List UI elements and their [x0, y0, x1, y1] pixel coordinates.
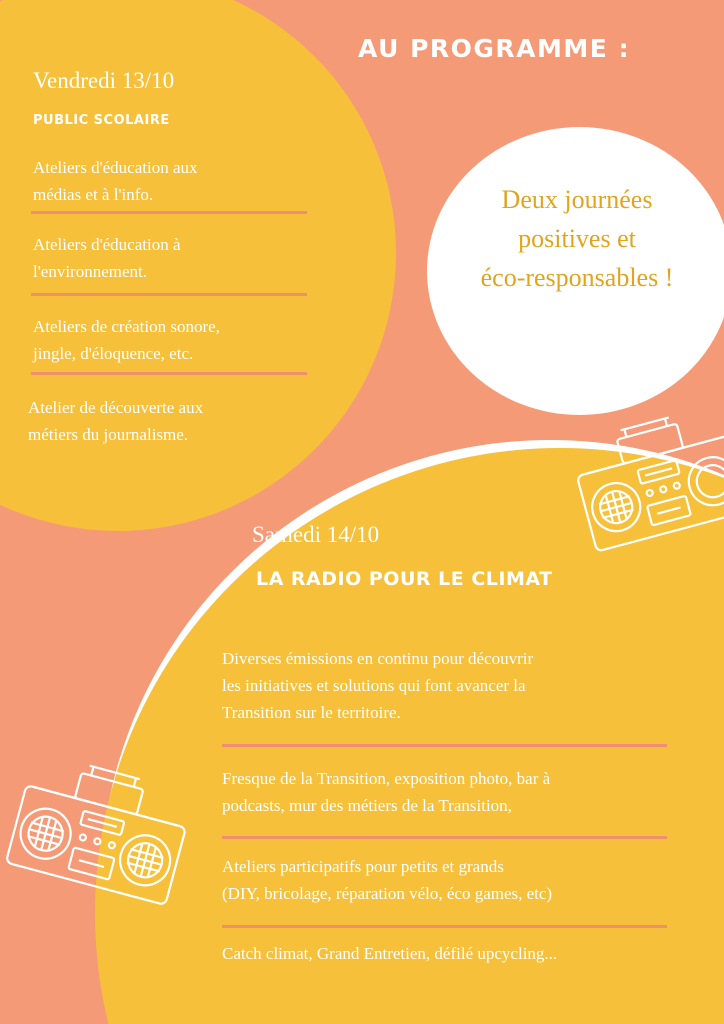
- saturday-activity: [222, 940, 557, 967]
- activity-line: jingle, d'éloquence, etc.: [33, 344, 194, 364]
- program-title: AU PROGRAMME :: [358, 34, 631, 63]
- activity-line: Fresque de la Transition, exposition photo, bar à: [222, 769, 551, 788]
- friday-audience-label: PUBLIC SCOLAIRE: [33, 113, 170, 128]
- friday-date-heading: Vendredi 13/10: [33, 68, 175, 93]
- tagline: [437, 180, 717, 297]
- activity-line: métiers du journalisme.: [28, 425, 189, 445]
- activity-line: (DIY, bricolage, réparation vélo, éco games, etc): [222, 884, 553, 904]
- activity-line: Ateliers d'éducation à: [33, 235, 181, 254]
- activity-line: les initiatives et solutions qui font avancer la: [222, 676, 526, 696]
- boombox-icon: [570, 410, 724, 560]
- activity-line: Ateliers d'éducation aux: [33, 158, 198, 177]
- activity-line: l'environnement.: [33, 262, 148, 282]
- divider: [31, 293, 307, 296]
- activity-line: Catch climat, Grand Entretien, défilé upcycling...: [222, 944, 558, 963]
- saturday-activity: [222, 765, 550, 819]
- saturday-activity: [222, 645, 533, 727]
- activity-line: podcasts, mur des métiers de la Transition,: [222, 796, 512, 816]
- divider: [222, 744, 667, 747]
- tagline-line: éco-responsables !: [480, 263, 674, 292]
- friday-activity: [33, 313, 220, 367]
- activity-line: Diverses émissions en continu pour découvrir: [222, 649, 534, 668]
- divider: [31, 211, 307, 214]
- activity-line: Ateliers de création sonore,: [33, 317, 220, 336]
- friday-activity: [33, 231, 181, 285]
- activity-line: Transition sur le territoire.: [222, 703, 401, 723]
- saturday-theme-label: LA RADIO POUR LE CLIMAT: [256, 568, 553, 590]
- activity-line: Atelier de découverte aux: [28, 398, 204, 417]
- divider: [222, 836, 667, 839]
- divider: [222, 925, 667, 928]
- saturday-date-heading: Samedi 14/10: [252, 522, 380, 547]
- divider: [31, 372, 307, 375]
- activity-line: Ateliers participatifs pour petits et grands: [222, 857, 504, 876]
- tagline-line: Deux journées: [501, 185, 653, 214]
- friday-activity: [28, 394, 203, 448]
- friday-activity: [33, 154, 198, 208]
- tagline-line: positives et: [518, 224, 636, 253]
- activity-line: médias et à l'info.: [33, 185, 154, 205]
- boombox-icon: [2, 755, 192, 915]
- saturday-activity: [222, 853, 552, 907]
